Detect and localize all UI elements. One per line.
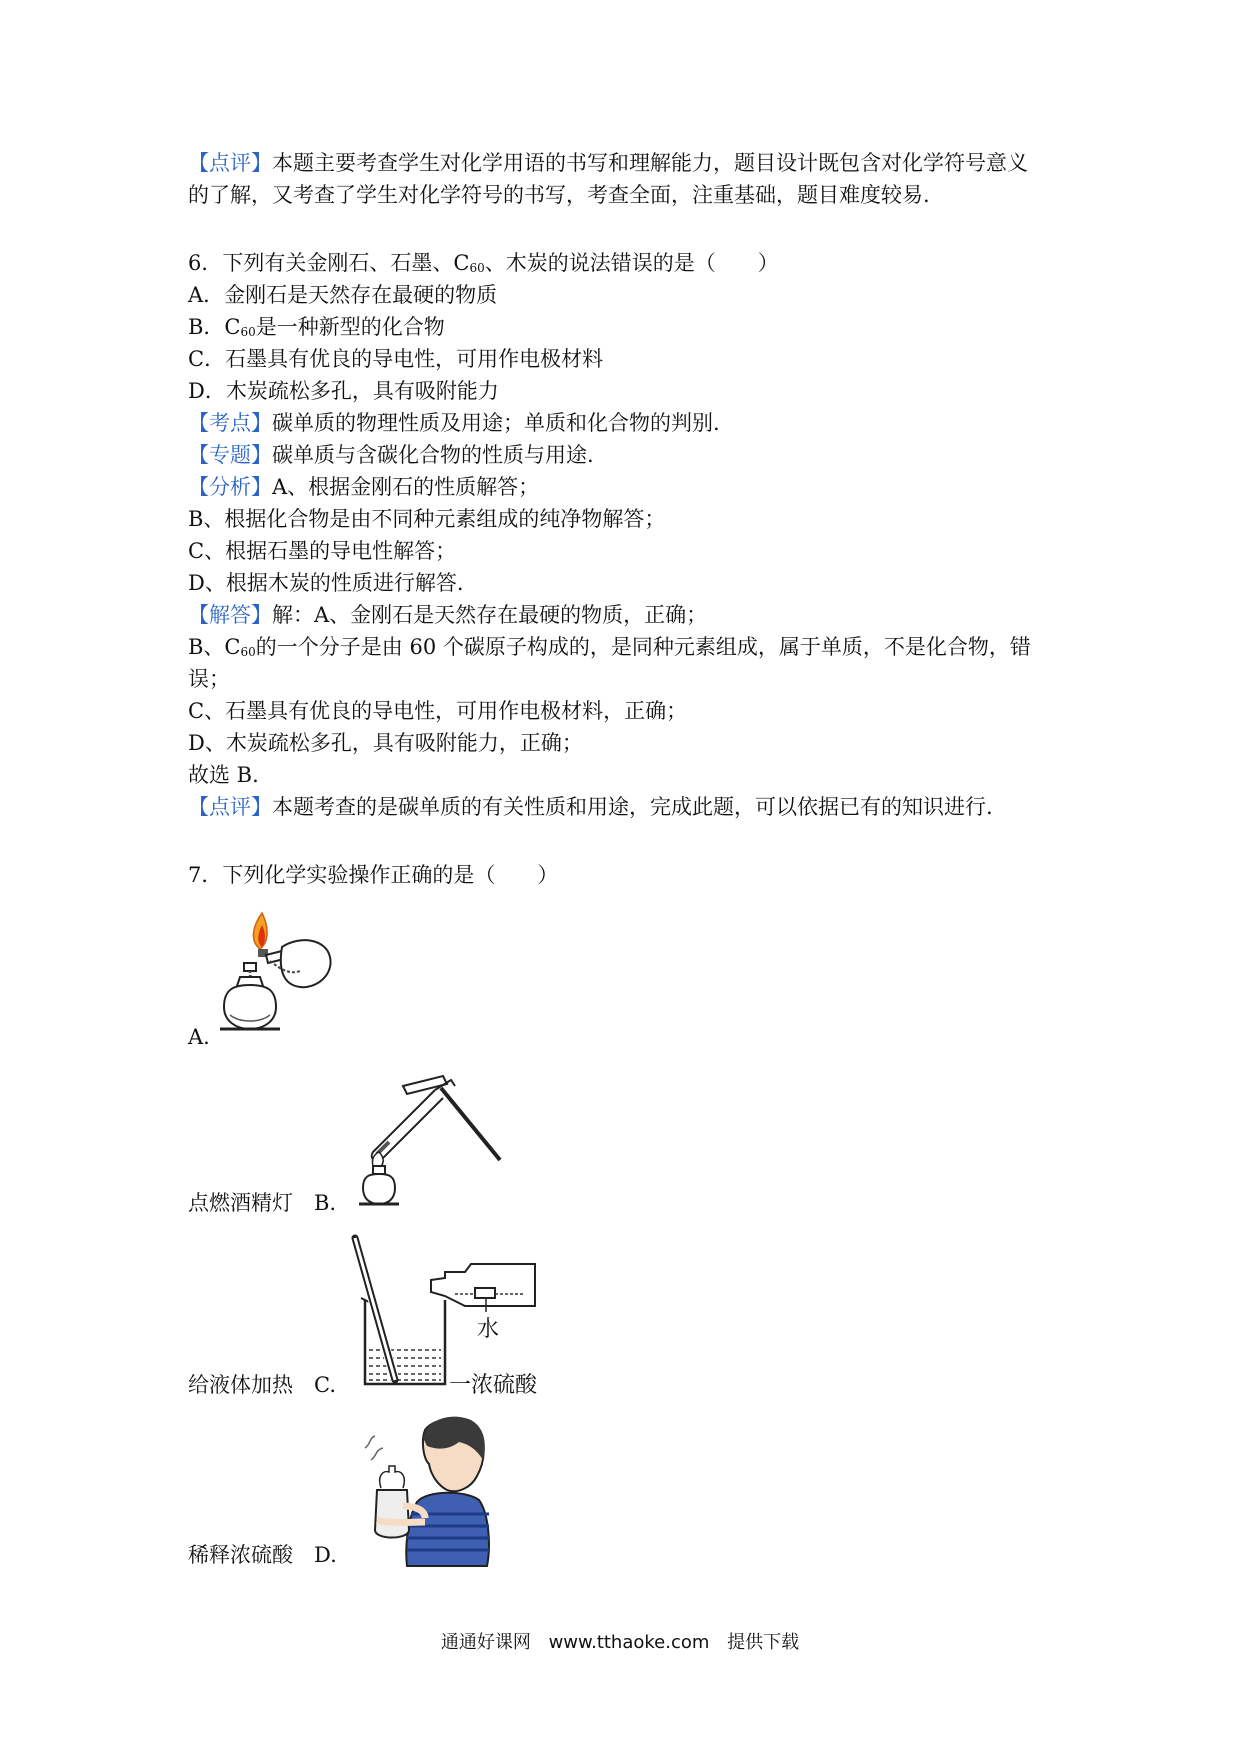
footer-suffix: 提供下载: [727, 1632, 800, 1653]
q6-jieda-c: C、石墨具有优良的导电性，可用作电极材料，正确；: [188, 699, 688, 723]
figure-a-lighting-lamp: [220, 905, 350, 1045]
figure-b-heating-liquid: [355, 1070, 505, 1220]
comment-tag: 【点评】: [188, 151, 272, 175]
q6-kaodian: 【考点】碳单质的物理性质及用途；单质和化合物的判别.: [188, 411, 720, 435]
footer-site-name: 通通好课网: [440, 1632, 531, 1653]
figure-c-diluting-acid: [345, 1232, 545, 1402]
q7-caption-a: 点燃酒精灯 B.: [188, 1191, 337, 1215]
q6-stem: 6．下列有关金刚石、石墨、$C_{60}$、木炭的说法错误的是（ ）: [188, 251, 779, 275]
q6-jieda-d: D、木炭疏松多孔，具有吸附能力，正确；: [188, 731, 583, 755]
q7-stem: 7．下列化学实验操作正确的是（ ）: [188, 863, 559, 887]
q6-zhuanti: 【专题】碳单质与含碳化合物的性质与用途.: [188, 443, 594, 467]
q6-fenxi: 【分析】A、根据金刚石的性质解答；: [188, 475, 540, 499]
page-footer: [0, 1628, 1240, 1654]
q6-fenxi-b: B、根据化合物是由不同种元素组成的纯净物解答；: [188, 507, 666, 531]
q7-label-a: A.: [188, 1025, 210, 1049]
q6-option-d: D．木炭疏松多孔，具有吸附能力: [188, 379, 499, 403]
q6-jieda: 【解答】解：A、金刚石是天然存在最硬的物质，正确；: [188, 603, 708, 627]
q6-jieda-b: B、$C_{60}$的一个分子是由 60 个碳原子构成的，是同种元素组成，属于单质，不是化合物，错: [188, 635, 1031, 659]
q6-fenxi-d: D、根据木炭的性质进行解答.: [188, 571, 464, 595]
figure-d-smelling-bottle: [355, 1410, 505, 1570]
q5-comment-line2: 的了解，又考查了学生对化学符号的书写，考查全面，注重基础，题目难度较易.: [188, 183, 930, 207]
q6-option-b: B．$C_{60}$是一种新型的化合物: [188, 315, 445, 339]
q5-comment-line1: 【点评】本题主要考查学生对化学用语的书写和理解能力，题目设计既包含对化学符号意义: [188, 151, 1028, 175]
q6-dianping: 【点评】本题考查的是碳单质的有关性质和用途，完成此题，可以依据已有的知识进行.: [188, 795, 993, 819]
q6-jieda-b-cont: 误；: [188, 667, 230, 691]
footer-url[interactable]: www.tthaoke.com: [548, 1632, 710, 1653]
q6-option-a: A．金刚石是天然存在最硬的物质: [188, 283, 498, 307]
q6-option-c: C．石墨具有优良的导电性，可用作电极材料: [188, 347, 604, 371]
q6-answer: 故选 B.: [188, 763, 259, 787]
figure-c-acid-label: 一浓硫酸: [449, 1373, 538, 1398]
q7-caption-b: 给液体加热 C.: [188, 1373, 336, 1397]
q6-fenxi-c: C、根据石墨的导电性解答；: [188, 539, 457, 563]
figure-c-water-label: 水: [477, 1317, 500, 1342]
q7-caption-c: 稀释浓硫酸 D.: [188, 1543, 337, 1567]
